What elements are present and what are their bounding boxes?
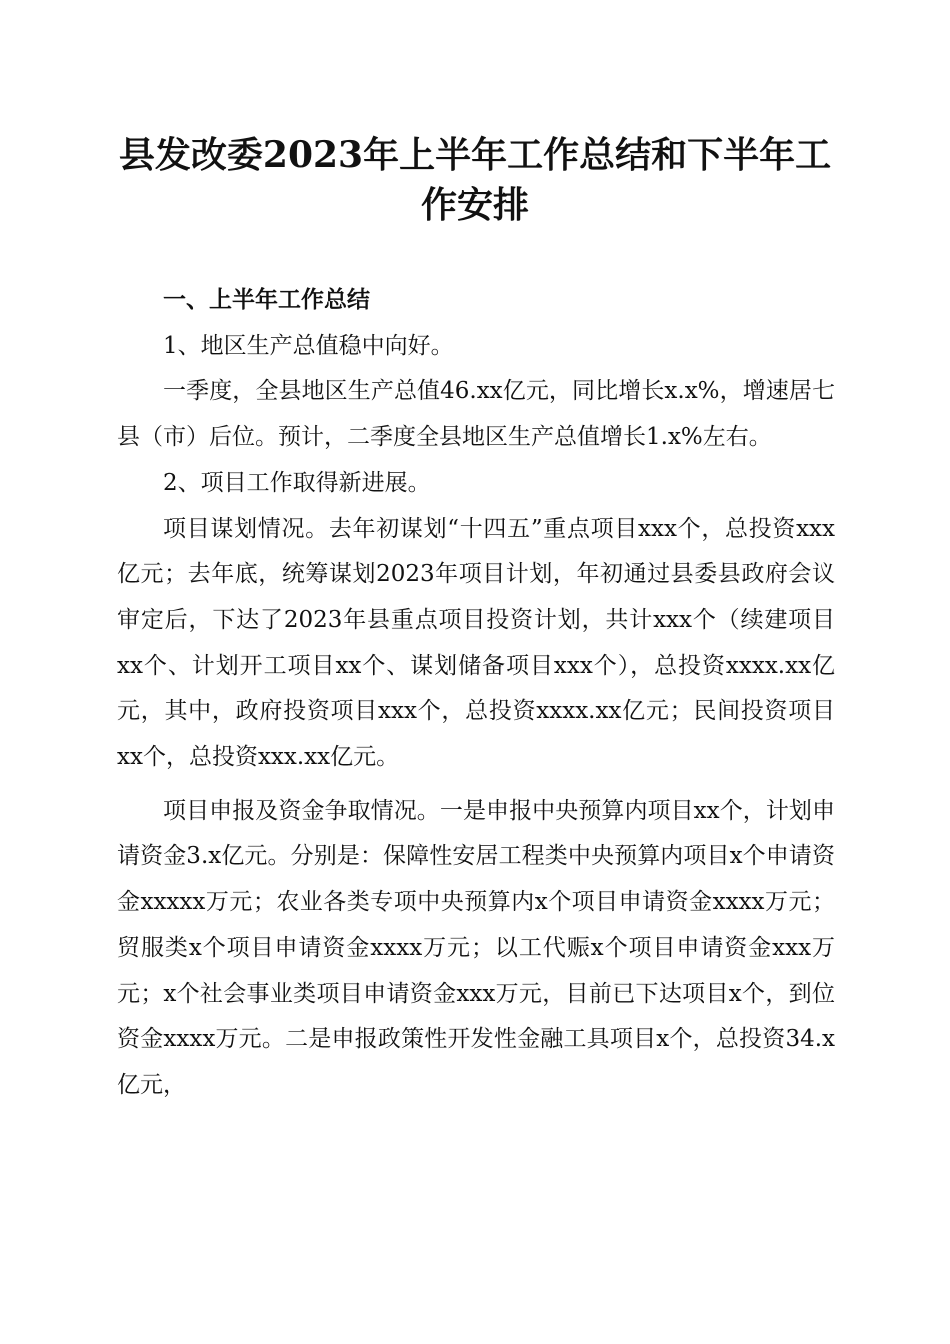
- document-title: 县发改委2023年上半年工作总结和下半年工作安排: [118, 134, 832, 226]
- project-application-paragraph: 项目申报及资金争取情况。一是申报中央预算内项目xx个，计划申请资金3.x亿元。分别是：保障性安居工程类中央预算内项目x个申请资金xxxxx万元；农业各类专项中央预算内x个项目申请资金xxxx万元；贸服类x个项目申请资金xxxx万元；以工代赈x个项目申请资金xxx万元；x个社会事业类项目申请资金xxx万元，目前已下达项目x个，到位资金xxxx万元。二是申报政策性开发性金融工具项目x个，总投资34.x亿元，: [117, 797, 835, 1098]
- document-body: [117, 278, 835, 1109]
- project-planning-paragraph: 项目谋划情况。去年初谋划“十四五”重点项目xxx个，总投资xxx亿元；去年底，统筹谋划2023年项目计划，年初通过县委县政府会议审定后，下达了2023年县重点项目投资计划，共计xxx个（续建项目xx个、计划开工项目xx个、谋划储备项目xxx个），总投资xxxx.xx亿元，其中，政府投资项目xxx个，总投资xxxx.xx亿元；民间投资项目xx个，总投资xxx.xx亿元。: [117, 515, 835, 771]
- item-1-paragraph: 一季度，全县地区生产总值46.xx亿元，同比增长x.x%，增速居七县（市）后位。预计，二季度全县地区生产总值增长1.x%左右。: [117, 378, 835, 451]
- item-1-heading: 1、地区生产总值稳中向好。: [163, 332, 454, 359]
- section-heading: 一、上半年工作总结: [163, 287, 370, 313]
- item-2-heading: 2、项目工作取得新进展。: [163, 469, 431, 496]
